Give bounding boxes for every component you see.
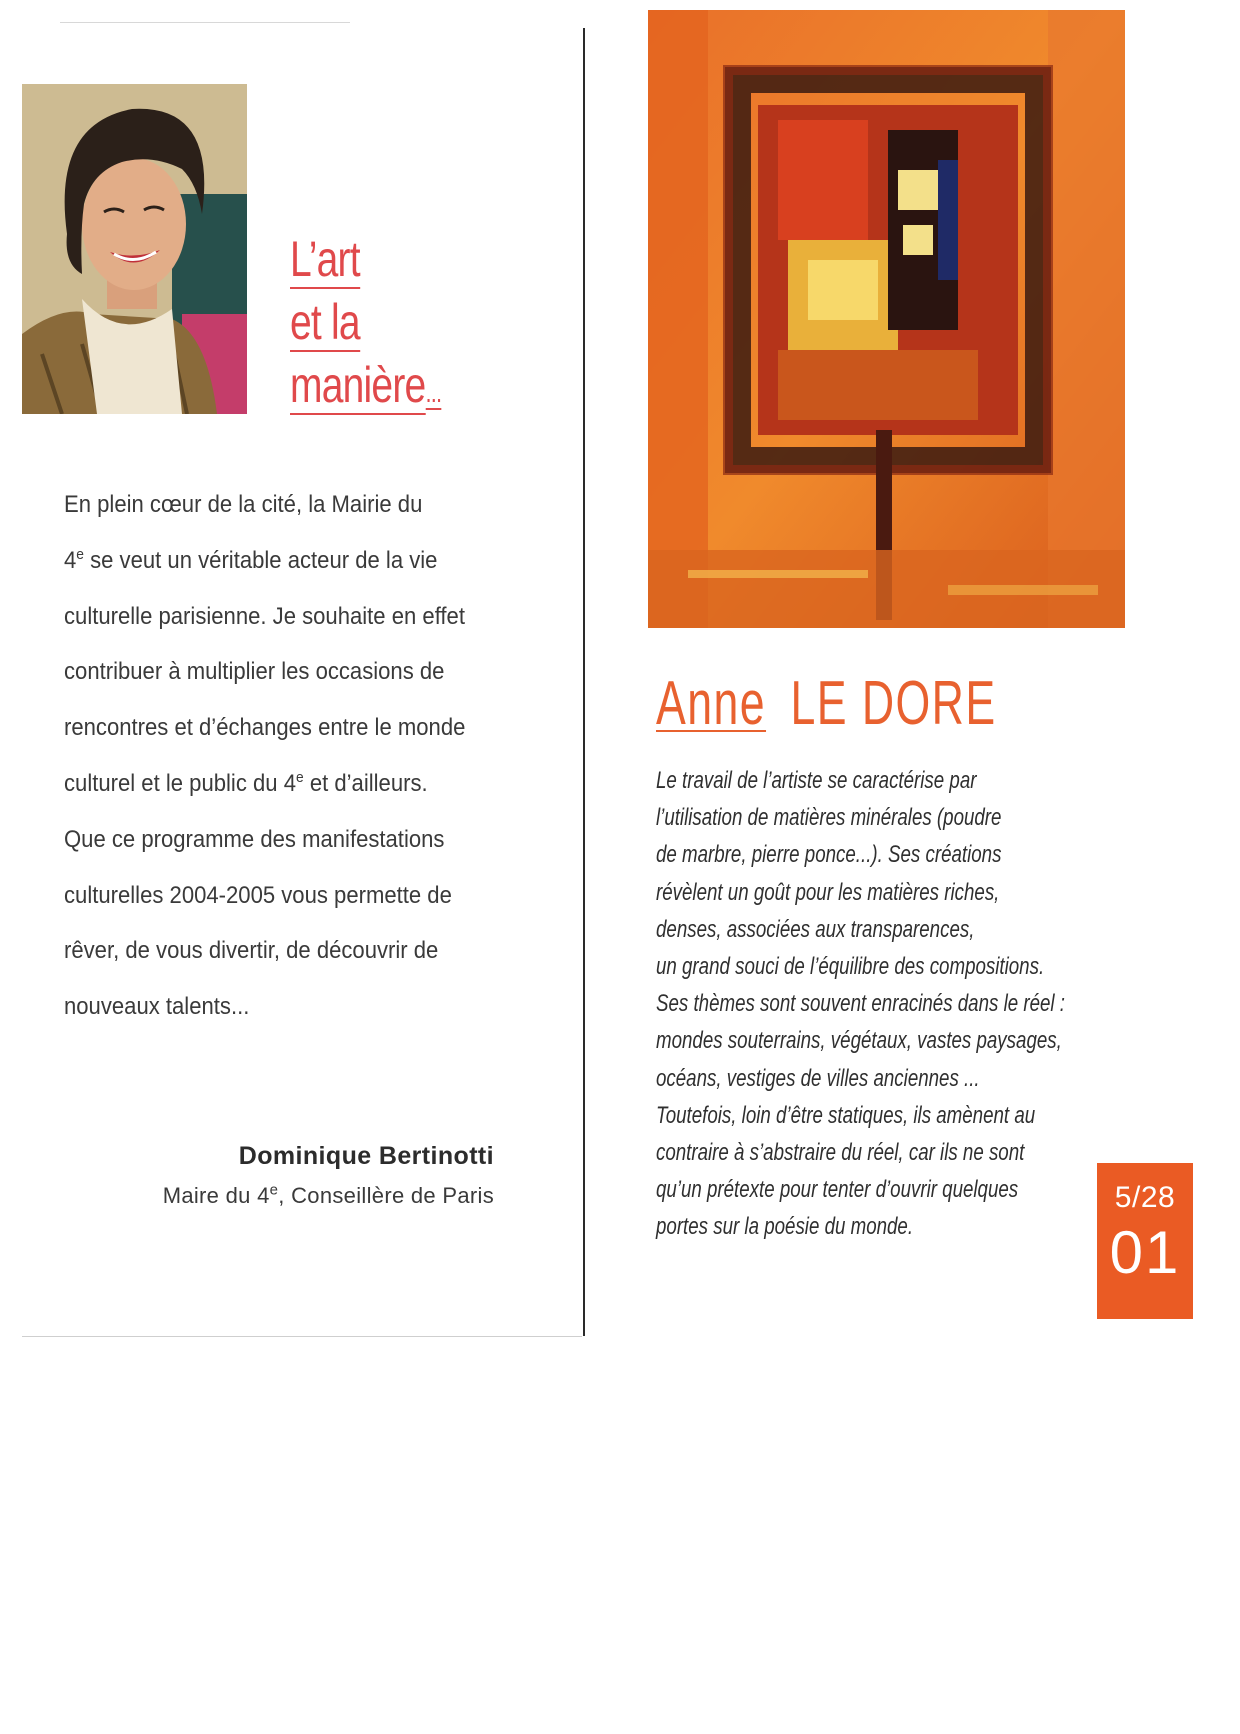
intro-line: En plein cœur de la cité, la Mairie du bbox=[64, 491, 423, 518]
badge-date: 5/28 bbox=[1114, 1181, 1176, 1214]
description-line: portes sur la poésie du monde. bbox=[656, 1213, 914, 1241]
description-line: denses, associées aux transparences, bbox=[656, 915, 975, 943]
top-rule bbox=[60, 22, 350, 23]
intro-paragraph bbox=[64, 477, 469, 1035]
headline-line-3: manière bbox=[290, 357, 426, 413]
description-line: contraire à s’abstraire du réel, car ils ne sont bbox=[656, 1139, 1025, 1167]
description-line: Ses thèmes sont souvent enracinés dans le réel : bbox=[656, 990, 1065, 1018]
intro-ordinal: e bbox=[76, 545, 84, 563]
headline-line-2: et la bbox=[290, 294, 360, 350]
page-badge bbox=[1097, 1163, 1193, 1319]
description-line: mondes souterrains, végétaux, vastes paysages, bbox=[656, 1027, 1062, 1055]
intro-line: rêver, de vous divertir, de découvrir de bbox=[64, 937, 439, 965]
description-line: Le travail de l’artiste se caractérise par bbox=[656, 767, 977, 794]
intro-line bbox=[64, 756, 469, 812]
signature-role-prefix: Maire du 4 bbox=[162, 1183, 270, 1208]
intro-line: culturelle parisienne. Je souhaite en effet bbox=[64, 602, 465, 630]
intro-fourth: 4 bbox=[283, 769, 296, 797]
intro-line-text: se veut un véritable acteur de la vie bbox=[90, 546, 438, 574]
intro-fourth: 4 bbox=[64, 546, 77, 574]
description-line: océans, vestiges de villes anciennes ... bbox=[656, 1064, 980, 1092]
description-line: un grand souci de l’équilibre des compositions. bbox=[656, 953, 1045, 981]
description-line: qu’un prétexte pour tenter d’ouvrir quelques bbox=[656, 1176, 1019, 1204]
fold-line bbox=[583, 28, 585, 1336]
portrait-photo bbox=[22, 84, 247, 414]
badge-number: 01 bbox=[1109, 1219, 1181, 1286]
artist-first-name: Anne bbox=[656, 669, 767, 738]
abstract-painting bbox=[648, 10, 1125, 628]
bottom-rule bbox=[22, 1336, 582, 1337]
signature-role-suffix: , Conseillère de Paris bbox=[278, 1183, 494, 1208]
intro-line-text: culturel et le public du bbox=[64, 769, 278, 797]
signature-name: Dominique Bertinotti bbox=[238, 1142, 494, 1170]
intro-line: Que ce programme des manifestations bbox=[64, 825, 445, 853]
artist-name bbox=[656, 668, 997, 739]
intro-and-elsewhere: et d’ailleurs. bbox=[309, 769, 428, 797]
headline-title bbox=[290, 228, 462, 424]
signature-role bbox=[163, 1183, 494, 1209]
headline-ellipsis: ... bbox=[425, 377, 442, 408]
description-line: Toutefois, loin d’être statiques, ils amènent au bbox=[656, 1101, 1036, 1129]
headline-line-1: L’art bbox=[290, 231, 360, 287]
intro-line: contribuer à multiplier les occasions de bbox=[64, 658, 445, 686]
intro-line: rencontres et d’échanges entre le monde bbox=[64, 714, 466, 742]
intro-ordinal: e bbox=[295, 768, 304, 786]
intro-line bbox=[64, 533, 469, 589]
description-line: révèlent un goût pour les matières riches, bbox=[656, 878, 1000, 906]
artist-description bbox=[656, 762, 1077, 1246]
intro-line: culturelles 2004-2005 vous permette de bbox=[64, 881, 452, 909]
description-line: l’utilisation de matières minérales (poudre bbox=[656, 804, 1002, 832]
description-line: de marbre, pierre ponce...). Ses créations bbox=[656, 841, 1002, 869]
artist-last-name: LE DORE bbox=[790, 669, 997, 738]
intro-line: nouveaux talents... bbox=[64, 993, 250, 1021]
signature-role-sup: e bbox=[269, 1181, 279, 1199]
signature-block bbox=[163, 1142, 494, 1209]
